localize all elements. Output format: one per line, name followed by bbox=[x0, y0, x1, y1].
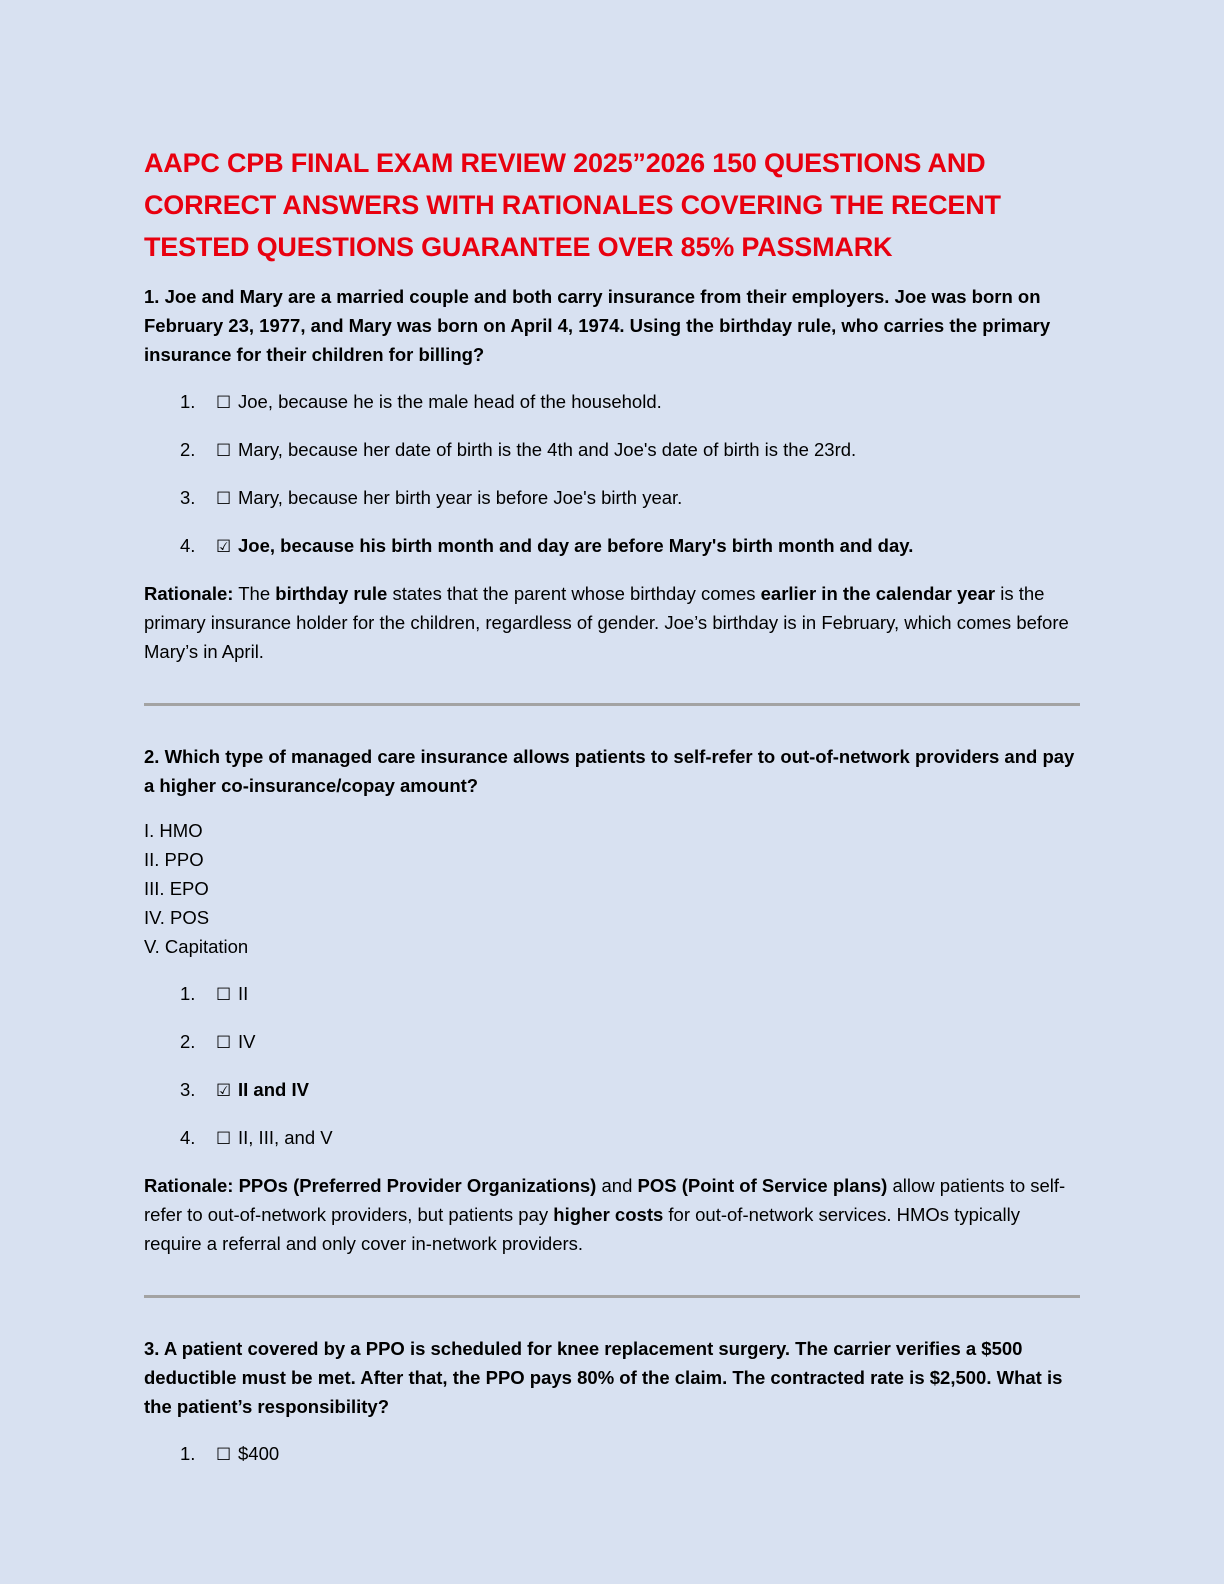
unchecked-box-icon[interactable]: ☐ bbox=[216, 1445, 232, 1465]
rationale-label: Rationale: bbox=[144, 1175, 234, 1196]
option-number: 2. bbox=[180, 439, 196, 460]
option-number: 1. bbox=[180, 1443, 196, 1464]
q1-option-1[interactable] bbox=[144, 387, 1080, 435]
q2-option-4[interactable] bbox=[144, 1123, 1080, 1171]
rationale-bold: POS (Point of Service plans) bbox=[637, 1175, 888, 1196]
q1-option-3[interactable] bbox=[144, 483, 1080, 531]
unchecked-box-icon[interactable]: ☐ bbox=[216, 985, 232, 1005]
question-2-text: 2. Which type of managed care insurance allows patients to self-refer to out-of-network providers and pay a higher co-insurance/copay amount? bbox=[144, 746, 1075, 796]
q2-option-2[interactable] bbox=[144, 1027, 1080, 1075]
roman-choice: I. HMO bbox=[144, 820, 203, 841]
unchecked-box-icon[interactable]: ☐ bbox=[216, 489, 232, 509]
option-number: 1. bbox=[180, 983, 196, 1004]
option-text: Joe, because his birth month and day are before Mary's birth month and day. bbox=[238, 535, 914, 556]
rationale-text: states that the parent whose birthday comes bbox=[387, 583, 761, 604]
option-text: Joe, because he is the male head of the household. bbox=[238, 391, 662, 412]
question-1-text: 1. Joe and Mary are a married couple and both carry insurance from their employers. Joe was born on February 23, 1977, and Mary was born on April 4, 1974. Using the birthday rule, who carries the primary insurance for their children for billing? bbox=[144, 286, 1051, 365]
unchecked-box-icon[interactable]: ☐ bbox=[216, 441, 232, 461]
section-divider bbox=[144, 1295, 1080, 1298]
roman-choice: V. Capitation bbox=[144, 936, 249, 957]
option-text: II bbox=[238, 983, 249, 1004]
q2-option-1[interactable] bbox=[144, 979, 1080, 1027]
rationale-bold: PPOs (Preferred Provider Organizations) bbox=[233, 1175, 597, 1196]
unchecked-box-icon[interactable]: ☐ bbox=[216, 1033, 232, 1053]
rationale-text: allow patients to self-refer to out-of-network providers, but patients pay bbox=[144, 1175, 1066, 1225]
document-title: AAPC CPB FINAL EXAM REVIEW 2025”2026 150 QUESTIONS AND CORRECT ANSWERS WITH RATIONALES COVERING THE RECENT TESTED QUESTIONS GUARANTEE OVER 85% PASSMARK bbox=[144, 148, 1001, 262]
rationale-text: The bbox=[233, 583, 276, 604]
question-2-options bbox=[144, 979, 1080, 1171]
rationale-label: Rationale: bbox=[144, 583, 234, 604]
unchecked-box-icon[interactable]: ☐ bbox=[216, 1129, 232, 1149]
option-number: 4. bbox=[180, 535, 196, 556]
option-number: 3. bbox=[180, 1079, 196, 1100]
rationale-bold: higher costs bbox=[553, 1204, 664, 1225]
question-3-text: 3. A patient covered by a PPO is scheduled for knee replacement surgery. The carrier verifies a $500 deductible must be met. After that, the PPO pays 80% of the claim. The contracted rate is $2,500. What is the patient’s responsibility? bbox=[144, 1338, 1063, 1417]
option-number: 1. bbox=[180, 391, 196, 412]
rationale-text: and bbox=[596, 1175, 638, 1196]
unchecked-box-icon[interactable]: ☐ bbox=[216, 393, 232, 413]
option-text: II and IV bbox=[238, 1079, 309, 1100]
question-2-choices-list bbox=[144, 816, 1080, 961]
rationale-text: is the primary insurance holder for the children, regardless of gender. Joe’s birthday is in February, which comes before Mary’s in April. bbox=[144, 583, 1069, 662]
q1-option-4[interactable] bbox=[144, 531, 1080, 579]
option-text: Mary, because her date of birth is the 4th and Joe's date of birth is the 23rd. bbox=[238, 439, 857, 460]
roman-choice: III. EPO bbox=[144, 878, 209, 899]
q2-option-3[interactable] bbox=[144, 1075, 1080, 1123]
question-2-rationale bbox=[144, 1171, 1080, 1258]
question-1 bbox=[144, 282, 1080, 666]
q3-option-1[interactable] bbox=[144, 1439, 1080, 1487]
rationale-bold: birthday rule bbox=[275, 583, 388, 604]
option-number: 2. bbox=[180, 1031, 196, 1052]
option-text: II, III, and V bbox=[238, 1127, 333, 1148]
option-text: Mary, because her birth year is before Joe's birth year. bbox=[238, 487, 683, 508]
option-number: 4. bbox=[180, 1127, 196, 1148]
roman-choice: II. PPO bbox=[144, 849, 204, 870]
checked-box-icon[interactable]: ☑ bbox=[216, 537, 232, 557]
roman-choice: IV. POS bbox=[144, 907, 210, 928]
q1-option-2[interactable] bbox=[144, 435, 1080, 483]
question-3-options bbox=[144, 1439, 1080, 1487]
checked-box-icon[interactable]: ☑ bbox=[216, 1081, 232, 1101]
option-text: $400 bbox=[238, 1443, 280, 1464]
question-1-options bbox=[144, 387, 1080, 579]
question-3 bbox=[144, 1334, 1080, 1487]
section-divider bbox=[144, 703, 1080, 706]
rationale-text: for out-of-network services. HMOs typically require a referral and only cover in-network providers. bbox=[144, 1204, 1020, 1254]
question-1-rationale bbox=[144, 579, 1080, 666]
document-page bbox=[144, 142, 1080, 1487]
rationale-bold: earlier in the calendar year bbox=[760, 583, 996, 604]
question-2 bbox=[144, 742, 1080, 1258]
option-text: IV bbox=[238, 1031, 256, 1052]
option-number: 3. bbox=[180, 487, 196, 508]
